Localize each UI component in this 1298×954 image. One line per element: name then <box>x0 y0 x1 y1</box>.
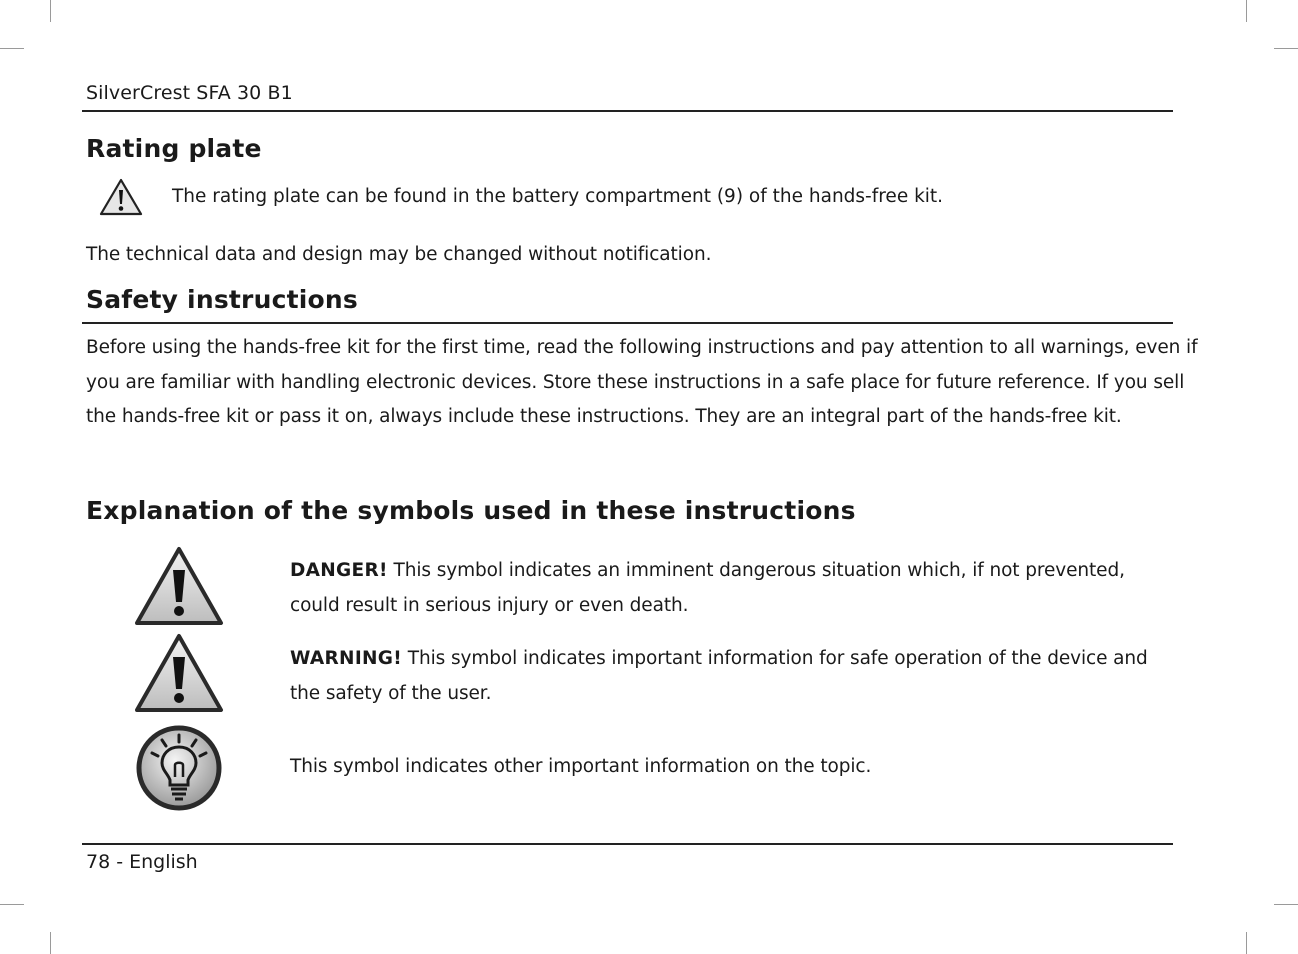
safety-paragraph-line: the hands-free kit or pass it on, always include these instructions. They are an integral part of the hands-free kit. <box>86 406 1122 427</box>
lightbulb-icon <box>135 725 223 811</box>
section-rule <box>82 322 1173 324</box>
crop-mark <box>0 48 24 49</box>
warning-description <box>290 641 1170 711</box>
footer-rule <box>82 843 1173 845</box>
symbols-heading: Explanation of the symbols used in these instructions <box>86 496 856 525</box>
info-description: This symbol indicates other important information on the topic. <box>290 756 872 777</box>
header-rule <box>82 110 1173 112</box>
safety-paragraph-line: you are familiar with handling electronic devices. Store these instructions in a safe place for future reference. If you sell <box>86 372 1185 393</box>
rating-plate-note: The rating plate can be found in the battery compartment (9) of the hands-free kit. <box>172 186 944 207</box>
danger-description <box>290 553 1170 623</box>
rating-plate-heading: Rating plate <box>86 134 262 163</box>
danger-label: DANGER! <box>290 560 388 581</box>
crop-mark <box>0 904 24 905</box>
crop-mark <box>1274 48 1298 49</box>
crop-mark <box>1274 904 1298 905</box>
page-number: 78 - English <box>86 851 198 873</box>
crop-mark <box>1246 0 1247 22</box>
warning-triangle-icon <box>134 633 224 713</box>
warning-text-line2: the safety of the user. <box>290 683 492 704</box>
danger-text-line2: could result in serious injury or even death. <box>290 595 689 616</box>
safety-paragraph-line: Before using the hands-free kit for the first time, read the following instructions and pay attention to all warnings, even if <box>86 337 1198 358</box>
danger-text-line1: This symbol indicates an imminent dangerous situation which, if not prevented, <box>387 560 1125 581</box>
document-header-title: SilverCrest SFA 30 B1 <box>86 82 293 104</box>
warning-triangle-icon <box>99 178 143 216</box>
technical-data-note: The technical data and design may be changed without notification. <box>86 244 712 265</box>
crop-mark <box>1246 932 1247 954</box>
danger-triangle-icon <box>134 546 224 626</box>
crop-mark <box>50 932 51 954</box>
warning-text-line1: This symbol indicates important information for safe operation of the device and <box>402 648 1148 669</box>
safety-instructions-heading: Safety instructions <box>86 285 358 314</box>
crop-mark <box>50 0 51 22</box>
warning-label: WARNING! <box>290 648 403 669</box>
